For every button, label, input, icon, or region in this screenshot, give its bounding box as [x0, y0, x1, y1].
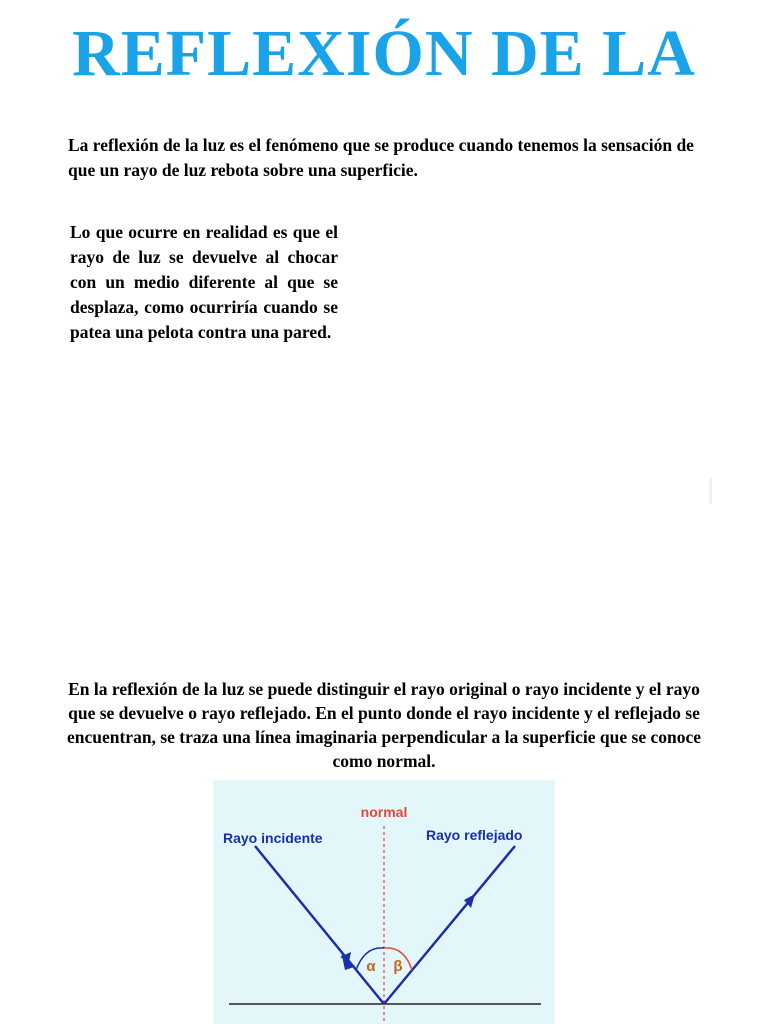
beta-label: β [393, 958, 403, 975]
normal-explanation-paragraph: En la reflexión de la luz se puede distinguir el rayo original o rayo incidente y el rayo que se devuelve o rayo reflejado. En el punto donde el rayo incidente y el reflejado se encuentran, se traza una línea imaginaria perpendicular a la superficie que se conoce como normal. [66, 679, 701, 771]
alpha-label: α [366, 958, 376, 975]
normal-label: normal [360, 804, 408, 820]
reflection-diagram [213, 780, 555, 1024]
reflected-label: Rayo reflejado [426, 827, 523, 843]
intro-paragraph: La reflexión de la luz es el fenómeno que se produce cuando tenemos la sensación de que un rayo de luz rebota sobre una superficie. [68, 135, 694, 180]
kaleidoscope-image [354, 238, 712, 504]
explanation-paragraph: Lo que ocurre en realidad es que el rayo de luz se devuelve al chocar con un medio diferente al que se desplaza, como ocurriría cuando se patea una pelota contra una pared. [70, 222, 338, 342]
kaleidoscope-picture [710, 478, 712, 504]
incident-label: Rayo incidente [223, 830, 323, 846]
page-title: REFLEXIÓN DE LA [72, 17, 696, 90]
